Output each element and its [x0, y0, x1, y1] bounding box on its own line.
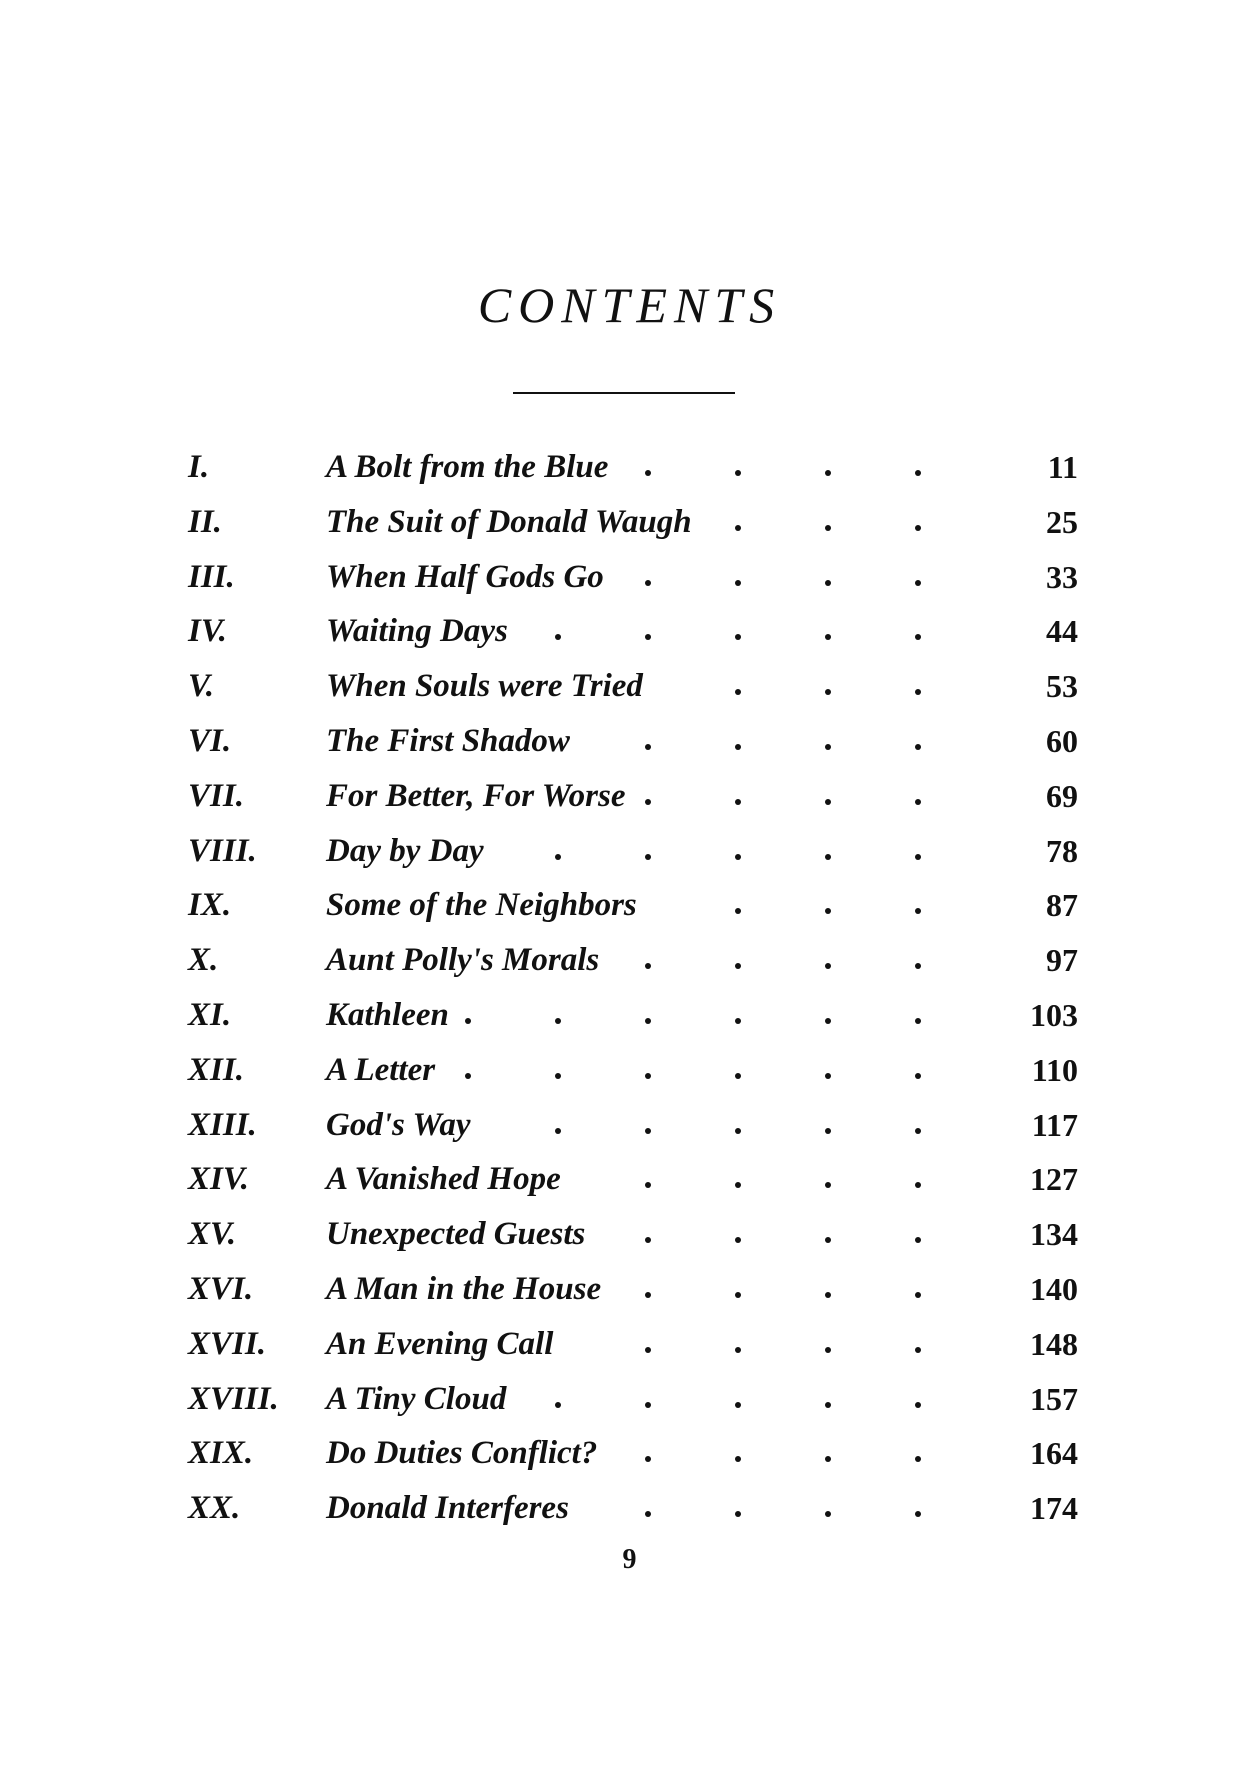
chapter-title: Day by Day	[326, 824, 498, 879]
leader-dot	[735, 470, 741, 476]
leader-dot	[915, 963, 921, 969]
chapter-title: Aunt Polly's Morals	[326, 933, 613, 988]
leader-dot	[735, 1018, 741, 1024]
leader-dot	[825, 1128, 831, 1134]
leader-dot	[915, 1292, 921, 1298]
page-number: 127	[1024, 1152, 1078, 1207]
leader-dot	[735, 1347, 741, 1353]
chapter-number: XVII.	[188, 1325, 266, 1362]
chapter-number: XV.	[188, 1216, 237, 1253]
toc-entry	[188, 604, 1078, 659]
chapter-number: II.	[188, 503, 222, 540]
chapter-title: Some of the Neighbors	[326, 878, 651, 933]
chapter-title: A Bolt from the Blue	[326, 440, 622, 495]
leader-dot	[825, 799, 831, 805]
chapter-title: When Half Gods Go	[326, 550, 618, 605]
leader-dot	[735, 908, 741, 914]
leader-dot	[915, 854, 921, 860]
toc-entry	[188, 878, 1078, 933]
chapter-title: A Vanished Hope	[326, 1152, 575, 1207]
chapter-number: IV.	[188, 613, 227, 650]
page-number: 44	[1040, 604, 1078, 659]
page-number: 140	[1024, 1262, 1078, 1317]
leader-dot	[465, 1018, 471, 1024]
leader-dot	[735, 1292, 741, 1298]
leader-dot	[915, 1511, 921, 1517]
toc-entry	[188, 824, 1078, 879]
leader-dot	[645, 470, 651, 476]
contents-heading: CONTENTS	[477, 277, 782, 333]
toc-entry	[188, 714, 1078, 769]
chapter-number: V.	[188, 668, 215, 705]
leader-dot	[645, 1128, 651, 1134]
page-number: 157	[1024, 1372, 1078, 1427]
chapter-number: X.	[188, 942, 219, 979]
chapter-number: XIV.	[188, 1161, 249, 1198]
leader-dot	[825, 1237, 831, 1243]
leader-dot	[735, 1128, 741, 1134]
leader-dot	[645, 1456, 651, 1462]
leader-dot	[825, 1182, 831, 1188]
leader-dot	[915, 1128, 921, 1134]
toc-entry	[188, 1262, 1078, 1317]
page-number: 11	[1042, 440, 1078, 495]
leader-dot	[465, 1073, 471, 1079]
leader-dot	[825, 1292, 831, 1298]
page-number: 164	[1024, 1426, 1078, 1481]
leader-dot	[915, 1073, 921, 1079]
leader-dot	[735, 1073, 741, 1079]
leader-dot	[735, 1456, 741, 1462]
leader-dot	[645, 799, 651, 805]
leader-dot	[825, 854, 831, 860]
chapter-number: VII.	[188, 777, 244, 814]
page-number: 110	[1026, 1043, 1078, 1098]
leader-dot	[825, 689, 831, 695]
chapter-title: Kathleen	[326, 988, 463, 1043]
toc-entry	[188, 1043, 1078, 1098]
leader-dot	[555, 634, 561, 640]
page-number: 87	[1040, 878, 1078, 933]
leader-dot	[915, 1182, 921, 1188]
leader-dot	[555, 854, 561, 860]
chapter-title: A Man in the House	[326, 1262, 615, 1317]
page-number: 60	[1040, 714, 1078, 769]
toc-entry	[188, 1152, 1078, 1207]
leader-dot	[645, 744, 651, 750]
chapter-number: XVI.	[188, 1270, 254, 1307]
leader-dot	[915, 1018, 921, 1024]
leader-dot	[555, 1073, 561, 1079]
page-number: 33	[1040, 550, 1078, 605]
leader-dot	[735, 1511, 741, 1517]
leader-dot	[825, 525, 831, 531]
chapter-number: XX.	[188, 1490, 241, 1527]
toc-entry	[188, 1207, 1078, 1262]
leader-dot	[915, 1237, 921, 1243]
chapter-title: When Souls were Tried	[326, 659, 657, 714]
chapter-title: A Tiny Cloud	[326, 1372, 520, 1427]
leader-dot	[555, 1128, 561, 1134]
toc-entry	[188, 659, 1078, 714]
leader-dot	[645, 1073, 651, 1079]
chapter-number: XVIII.	[188, 1380, 279, 1417]
leader-dot	[645, 1237, 651, 1243]
toc-entry	[188, 988, 1078, 1043]
leader-dot	[825, 908, 831, 914]
leader-dot	[915, 799, 921, 805]
leader-dot	[825, 744, 831, 750]
toc-entry	[188, 1481, 1078, 1536]
chapter-number: VI.	[188, 722, 232, 759]
page-number: 174	[1024, 1481, 1078, 1536]
page-number: 25	[1040, 495, 1078, 550]
leader-dot	[555, 1402, 561, 1408]
leader-dot	[735, 1237, 741, 1243]
leader-dot	[735, 689, 741, 695]
leader-dot	[915, 634, 921, 640]
leader-dot	[825, 1018, 831, 1024]
page-number: 134	[1024, 1207, 1078, 1262]
leader-dot	[825, 1073, 831, 1079]
leader-dot	[825, 1511, 831, 1517]
toc-entry	[188, 440, 1078, 495]
leader-dot	[915, 470, 921, 476]
toc-entry	[188, 1426, 1078, 1481]
page-number: 78	[1040, 824, 1078, 879]
leader-dot	[735, 799, 741, 805]
page-number: 103	[1024, 988, 1078, 1043]
chapter-title: An Evening Call	[326, 1317, 567, 1372]
leader-dot	[915, 689, 921, 695]
leader-dot	[645, 854, 651, 860]
heading-rule	[513, 392, 735, 394]
page-number: 97	[1040, 933, 1078, 988]
chapter-number: XII.	[188, 1051, 244, 1088]
leader-dot	[915, 744, 921, 750]
leader-dot	[825, 470, 831, 476]
leader-dot	[915, 908, 921, 914]
toc-entry	[188, 495, 1078, 550]
leader-dot	[645, 1511, 651, 1517]
page-number: 117	[1026, 1098, 1078, 1153]
toc-entry	[188, 1098, 1078, 1153]
leader-dot	[735, 634, 741, 640]
leader-dot	[915, 580, 921, 586]
toc-entry	[188, 550, 1078, 605]
page-number: 148	[1024, 1317, 1078, 1372]
chapter-title: Unexpected Guests	[326, 1207, 599, 1262]
leader-dot	[735, 580, 741, 586]
chapter-title: Waiting Days	[326, 604, 522, 659]
leader-dot	[915, 1456, 921, 1462]
chapter-title: Do Duties Conflict?	[326, 1426, 611, 1481]
leader-dot	[825, 963, 831, 969]
toc-entry	[188, 1317, 1078, 1372]
chapter-number: III.	[188, 558, 235, 595]
leader-dot	[645, 1292, 651, 1298]
leader-dot	[825, 1456, 831, 1462]
leader-dot	[735, 1182, 741, 1188]
leader-dot	[645, 1018, 651, 1024]
leader-dot	[825, 634, 831, 640]
chapter-number: IX.	[188, 887, 232, 924]
leader-dot	[735, 854, 741, 860]
leader-dot	[915, 525, 921, 531]
chapter-number: XIX.	[188, 1435, 254, 1472]
chapter-title: God's Way	[326, 1098, 485, 1153]
chapter-number: XI.	[188, 996, 232, 1033]
leader-dot	[915, 1347, 921, 1353]
chapter-title: For Better, For Worse	[326, 769, 640, 824]
chapter-title: The Suit of Donald Waugh	[326, 495, 706, 550]
chapter-number: VIII.	[188, 832, 257, 869]
chapter-title: Donald Interferes	[326, 1481, 583, 1536]
toc-entry	[188, 1372, 1078, 1427]
page-number: 69	[1040, 769, 1078, 824]
leader-dot	[735, 525, 741, 531]
leader-dot	[555, 1018, 561, 1024]
leader-dot	[825, 1402, 831, 1408]
folio-page-number: 9	[622, 1544, 637, 1575]
chapter-number: XIII.	[188, 1106, 257, 1143]
page-number: 53	[1040, 659, 1078, 714]
leader-dot	[915, 1402, 921, 1408]
leader-dot	[825, 580, 831, 586]
leader-dot	[645, 580, 651, 586]
leader-dot	[735, 1402, 741, 1408]
leader-dot	[735, 963, 741, 969]
leader-dot	[645, 634, 651, 640]
table-of-contents	[188, 440, 1078, 1536]
chapter-number: I.	[188, 449, 210, 485]
leader-dot	[735, 744, 741, 750]
leader-dot	[645, 1347, 651, 1353]
leader-dot	[645, 1402, 651, 1408]
leader-dot	[645, 963, 651, 969]
chapter-title: A Letter	[326, 1043, 449, 1098]
chapter-title: The First Shadow	[326, 714, 584, 769]
leader-dot	[645, 1182, 651, 1188]
toc-entry	[188, 769, 1078, 824]
leader-dot	[825, 1347, 831, 1353]
toc-entry	[188, 933, 1078, 988]
